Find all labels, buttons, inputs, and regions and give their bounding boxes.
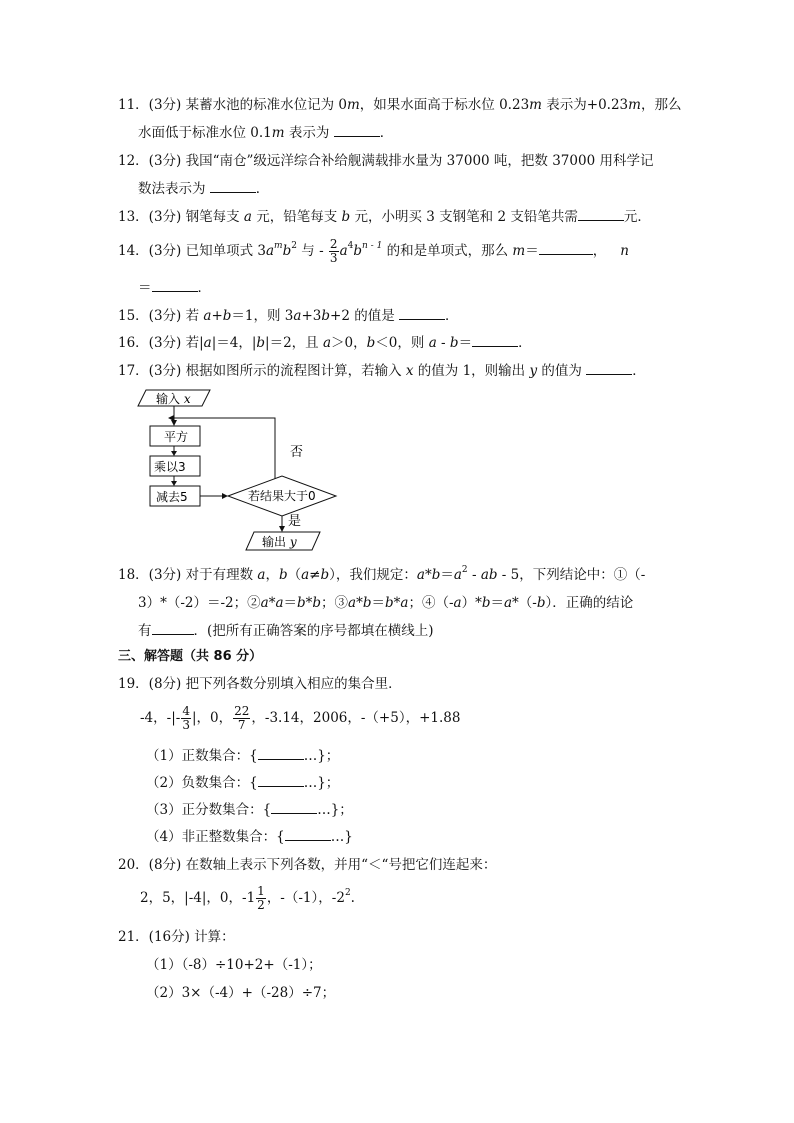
section-heading: 三、解答题（共 86 分） bbox=[118, 649, 263, 664]
flowchart-diagram bbox=[130, 385, 350, 555]
answer-blank[interactable] bbox=[210, 178, 256, 193]
answer-blank[interactable] bbox=[258, 745, 304, 760]
answer-blank-n[interactable] bbox=[152, 277, 198, 292]
question-21-part-2: （2）3×（-4）+（-28）÷7； bbox=[146, 985, 336, 1001]
question-17: 17．(3分) 根据如图所示的流程图计算，若输入 x 的值为 1，则输出 y 的值为 ． bbox=[118, 360, 646, 381]
answer-blank[interactable] bbox=[152, 620, 194, 635]
answer-blank[interactable] bbox=[578, 206, 624, 221]
question-13: 13．(3分) 钢笔每支 a 元，铅笔每支 b 元，小明买 3 支钢笔和 2 支铅笔共需 元． bbox=[118, 206, 651, 227]
question-19-numbers: -4，-|- $\frac{4}{3}$ |，0， $\frac{22}{7}$ ，-3.14，2006，-（+5），+1.88 bbox=[140, 704, 461, 732]
question-20-numbers: 2，5，|-4|，0，-1 $\frac{1}{2}$ ，-（-1），$-2^2$. bbox=[140, 884, 355, 912]
answer-blank[interactable] bbox=[334, 122, 380, 137]
answer-blank[interactable] bbox=[472, 332, 518, 347]
question-16: 16．(3分) 若|a|＝4，|b|＝2，且 a＞0，b＜0，则 a - b＝ ． bbox=[118, 332, 532, 353]
positive-fraction-set: （3）正分数集合：{ …}； bbox=[146, 799, 353, 820]
square-label: 平方 bbox=[164, 430, 189, 444]
fraction-one-half: $\frac{1}{2}$ bbox=[257, 884, 265, 912]
question-11-line-2: 水面低于标准水位 0.1m 表示为 ． bbox=[138, 122, 393, 143]
yes-label: 是 bbox=[288, 514, 302, 529]
question-21-part-1: （1）（-8）÷10+2+（-1）； bbox=[146, 957, 322, 973]
subtract-label: 减去5 bbox=[156, 490, 188, 504]
arrow-head bbox=[279, 526, 285, 532]
question-14-line-2: ＝ ． bbox=[138, 277, 211, 298]
question-14-line-1: 14．(3分) 已知单项式 $3a^mb^2$ 与 - $\frac{2}{3}$ $a^4b^{n - 1}$ 的和是单项式，那么 m＝ ， n bbox=[118, 237, 629, 265]
fraction-four-thirds: $\frac{4}{3}$ bbox=[182, 704, 190, 732]
question-19-title: 19．(8分) 把下列各数分别填入相应的集合里． bbox=[118, 676, 402, 692]
fraction-twenty-two-sevenths: $\frac{22}{7}$ bbox=[234, 704, 250, 732]
arrow-head bbox=[171, 481, 177, 486]
loop-arrow-head bbox=[168, 415, 174, 421]
non-positive-integer-set: （4）非正整数集合：{ …} bbox=[146, 826, 353, 847]
question-12-line-2: 数法表示为 ． bbox=[138, 178, 269, 199]
question-12-line-1: 12．(3分) 我国“南仓”级远洋综合补给舰满载排水量为 37000 吨，把数 37000 用科学记 bbox=[118, 153, 654, 169]
input-label: 输入 x bbox=[156, 392, 191, 406]
question-18-line-3: 有 ．(把所有正确答案的序号都填在横线上) bbox=[138, 620, 434, 641]
question-15: 15．(3分) 若 a+b＝1，则 3a+3b+2 的值是 ． bbox=[118, 305, 459, 326]
no-label: 否 bbox=[290, 445, 304, 460]
answer-blank-m[interactable] bbox=[539, 240, 593, 255]
question-18-line-2: 3）*（-2）＝-2；②a*a＝b*b；③a*b＝b*a；④（-a）*b＝a*（-b）．正确的结论 bbox=[138, 595, 634, 611]
answer-blank[interactable] bbox=[258, 772, 304, 787]
answer-blank[interactable] bbox=[586, 360, 632, 375]
question-11-line-1: 11．(3分) 某蓄水池的标准水位记为 0m，如果水面高于标水位 0.23m 表示为+0.23m，那么 bbox=[118, 97, 682, 113]
answer-blank[interactable] bbox=[285, 826, 331, 841]
answer-blank[interactable] bbox=[271, 799, 317, 814]
negative-set: （2）负数集合：{ …}； bbox=[146, 772, 339, 793]
answer-blank[interactable] bbox=[399, 305, 445, 320]
output-label: 输出 y bbox=[262, 535, 297, 549]
decision-label: 若结果大于0 bbox=[248, 489, 316, 503]
arrow-head bbox=[171, 451, 177, 456]
question-18-line-1: 18．(3分) 对于有理数 a，b（a≠b），我们规定：$a*b=a^2$ - ab - 5，下列结论中：①（- bbox=[118, 565, 646, 583]
positive-set: （1）正数集合：{ …}； bbox=[146, 745, 339, 766]
question-20-title: 20．(8分) 在数轴上表示下列各数，并用“＜“号把它们连起来： bbox=[118, 857, 497, 873]
multiply-label: 乘以3 bbox=[154, 460, 186, 474]
fraction-two-thirds: $\frac{2}{3}$ bbox=[329, 237, 338, 265]
question-21-title: 21．(16分) 计算： bbox=[118, 929, 235, 945]
